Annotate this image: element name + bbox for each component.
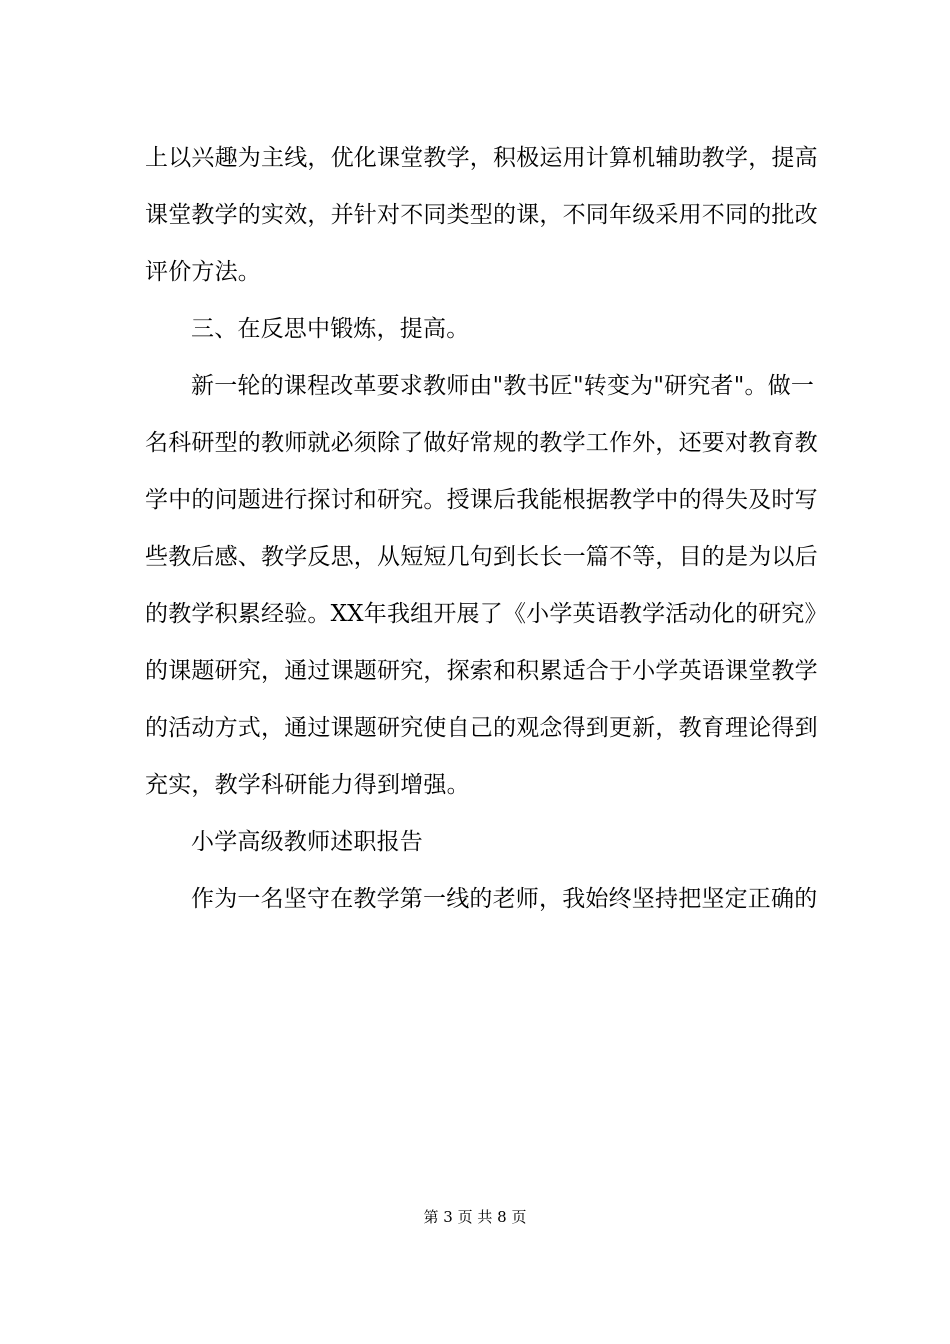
section-heading: 三、在反思中锻炼，提高。 bbox=[191, 316, 470, 342]
text-line: 上以兴趣为主线，优化课堂教学，积极运用计算机辅助教学，提高 bbox=[145, 145, 818, 171]
paragraph-start: 新一轮的课程改革要求教师由"教书匠"转变为"研究者"。做一 bbox=[191, 373, 815, 399]
text-line: 的课题研究，通过课题研究，探索和积累适合于小学英语课堂教学 bbox=[145, 658, 818, 684]
body-text bbox=[145, 130, 828, 928]
text-line: 课堂教学的实效，并针对不同类型的课，不同年级采用不同的批改 bbox=[145, 202, 818, 228]
report-title: 小学高级教师述职报告 bbox=[191, 829, 423, 855]
text-line: 些教后感、教学反思，从短短几句到长长一篇不等，目的是为以后 bbox=[145, 544, 818, 570]
text-line: 评价方法。 bbox=[145, 259, 261, 285]
page-footer: 第 3 页 共 8 页 bbox=[423, 1208, 527, 1226]
text-line: 的教学积累经验。XX年我组开展了《小学英语教学活动化的研究》 bbox=[145, 601, 828, 627]
text-line: 充实，教学科研能力得到增强。 bbox=[145, 772, 470, 798]
text-line: 学中的问题进行探讨和研究。授课后我能根据教学中的得失及时写 bbox=[145, 487, 818, 513]
text-line: 的活动方式，通过课题研究使自己的观念得到更新，教育理论得到 bbox=[145, 715, 818, 741]
paragraph-start: 作为一名坚守在教学第一线的老师，我始终坚持把坚定正确的 bbox=[191, 886, 818, 912]
text-line: 名科研型的教师就必须除了做好常规的教学工作外，还要对教育教 bbox=[145, 430, 818, 456]
